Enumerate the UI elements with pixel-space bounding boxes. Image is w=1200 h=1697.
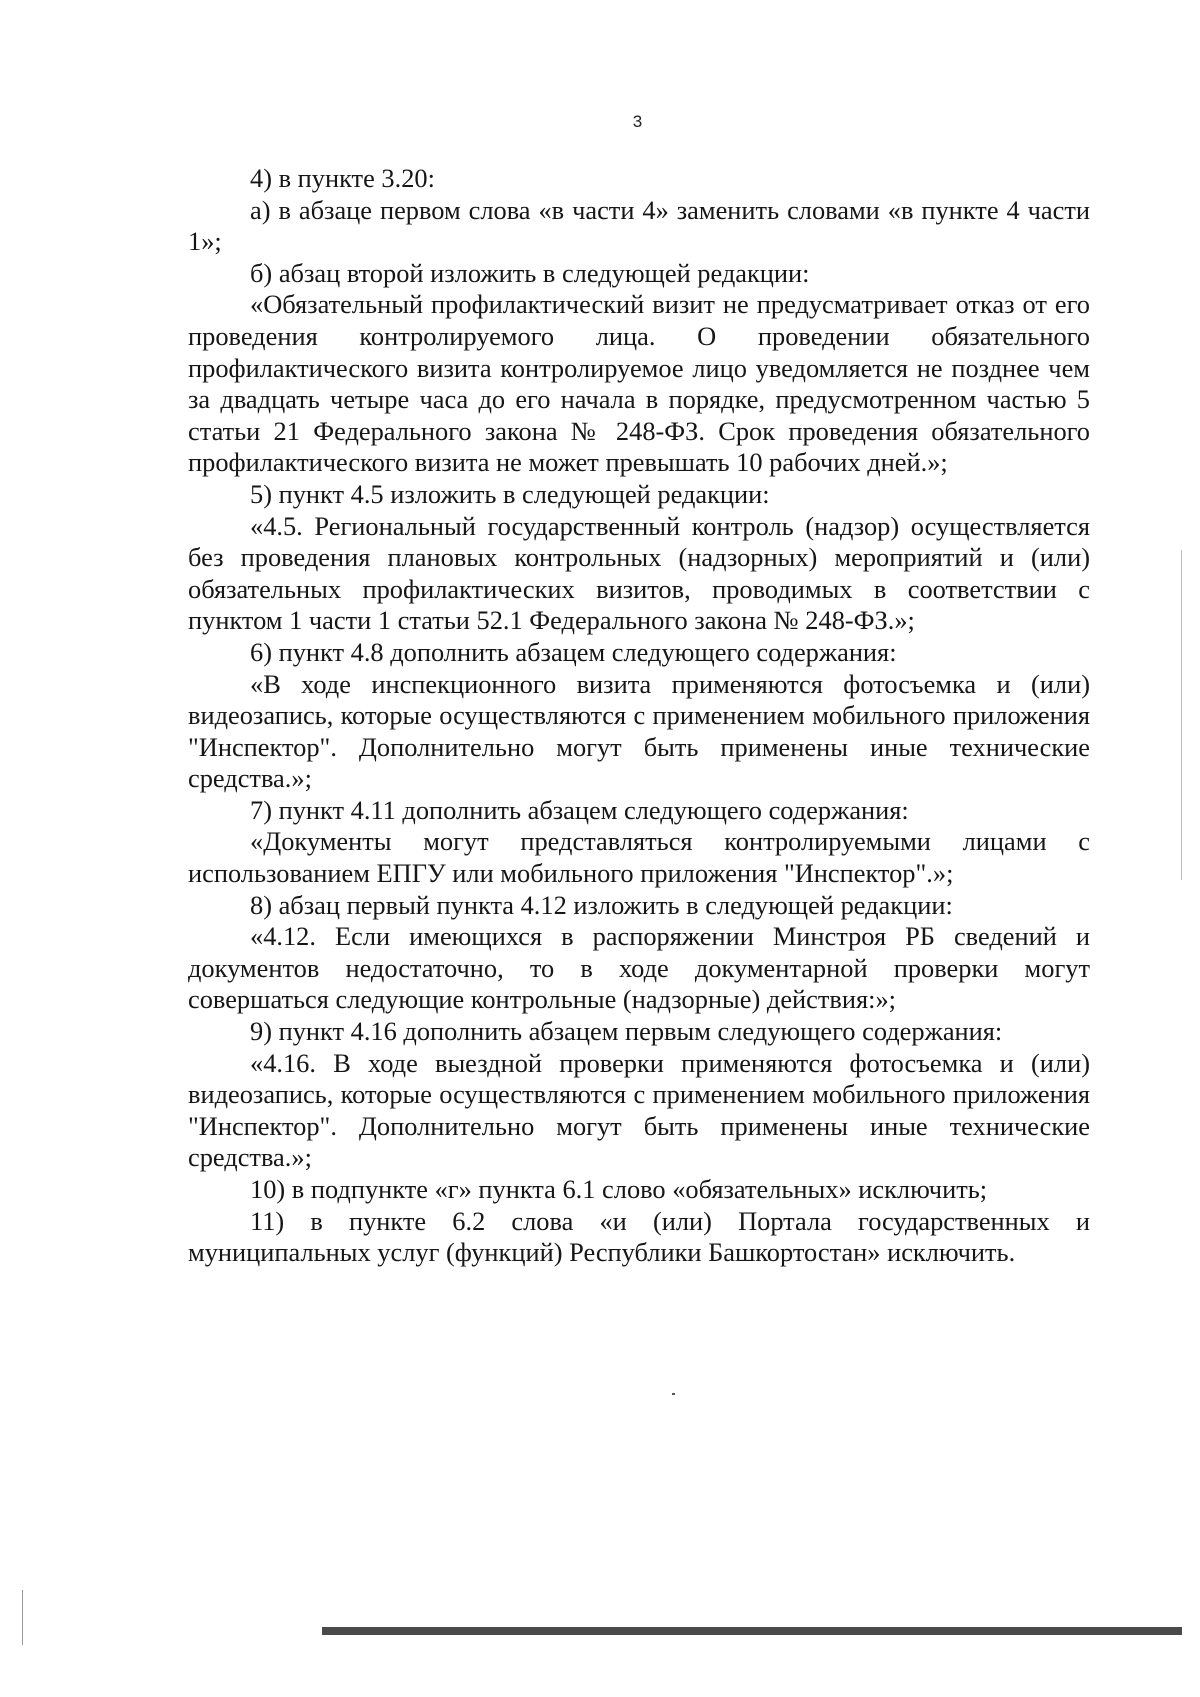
paragraph-quote-documents: «Документы могут представляться контролируемыми лицами с использованием ЕПГУ или мобильного приложения "Инспектор".»; bbox=[188, 826, 1090, 889]
document-body bbox=[188, 163, 1090, 1269]
paragraph-quote-4-12: «4.12. Если имеющихся в распоряжении Минстроя РБ сведений и документов недостаточно, то в ходе документарной проверки могут совершаться следующие контрольные (надзорные) действия:»; bbox=[188, 921, 1090, 1015]
scan-edge-mark-left bbox=[22, 1590, 23, 1645]
paragraph-item-10: 10) в подпункте «г» пункта 6.1 слово «обязательных» исключить; bbox=[250, 1174, 988, 1204]
paragraph-item-6: 6) пункт 4.8 дополнить абзацем следующего содержания: bbox=[250, 636, 897, 667]
paragraph-quote-4-16: «4.16. В ходе выездной проверки применяются фотосъемка и (или) видеозапись, которые осуществляются с применением мобильного приложения "Инспектор". Дополнительно могут быть применены иные технические средства.»; bbox=[188, 1047, 1090, 1173]
scan-bottom-bar bbox=[322, 1627, 1182, 1635]
paragraph-item-7: 7) пункт 4.11 дополнить абзацем следующего содержания: bbox=[250, 794, 909, 825]
paragraph-quote-visit: «Обязательный профилактический визит не предусматривает отказ от его проведения контролируемого лица. О проведении обязательного профилактического визита контролируемое лицо уведомляется не позднее чем за двадцать четыре часа до его начала в порядке, предусмотренном частью 5 статьи 21 Федерального закона № 248-ФЗ. Срок проведения обязательного профилактического визита не может превышать 10 рабочих дней.»; bbox=[188, 289, 1090, 478]
paragraph-item-8: 8) абзац первый пункта 4.12 изложить в следующей редакции: bbox=[250, 889, 953, 920]
paragraph-subitem-b: б) абзац второй изложить в следующей редакции: bbox=[250, 257, 810, 288]
paragraph-quote-4-5: «4.5. Региональный государственный контроль (надзор) осуществляется без проведения плановых контрольных (надзорных) мероприятий и (или) обязательных профилактических визитов, проводимых в соответствии с пунктом 1 части 1 статьи 52.1 Федерального закона № 248-ФЗ.»; bbox=[188, 510, 1090, 636]
paragraph-item-11: 11) в пункте 6.2 слова «и (или) Портала государственных и муниципальных услуг (функций) Республики Башкортостан» исключить. bbox=[188, 1205, 1090, 1268]
paragraph-subitem-a: а) в абзаце первом слова «в части 4» заменить словами «в пункте 4 части 1»; bbox=[188, 194, 1090, 257]
paragraph-item-9: 9) пункт 4.16 дополнить абзацем первым следующего содержания: bbox=[250, 1016, 1003, 1047]
scan-speck bbox=[672, 1393, 675, 1395]
page-number: 3 bbox=[632, 112, 643, 131]
paragraph-item-5: 5) пункт 4.5 изложить в следующей редакции: bbox=[250, 478, 770, 509]
paragraph-quote-inspection: «В ходе инспекционного визита применяются фотосъемка и (или) видеозапись, которые осуществляются с применением мобильного приложения "Инспектор". Дополнительно могут быть применены иные технические средства.»; bbox=[188, 668, 1090, 794]
scan-edge-mark bbox=[1181, 550, 1182, 880]
paragraph-item-4: 4) в пункте 3.20: bbox=[250, 163, 435, 193]
